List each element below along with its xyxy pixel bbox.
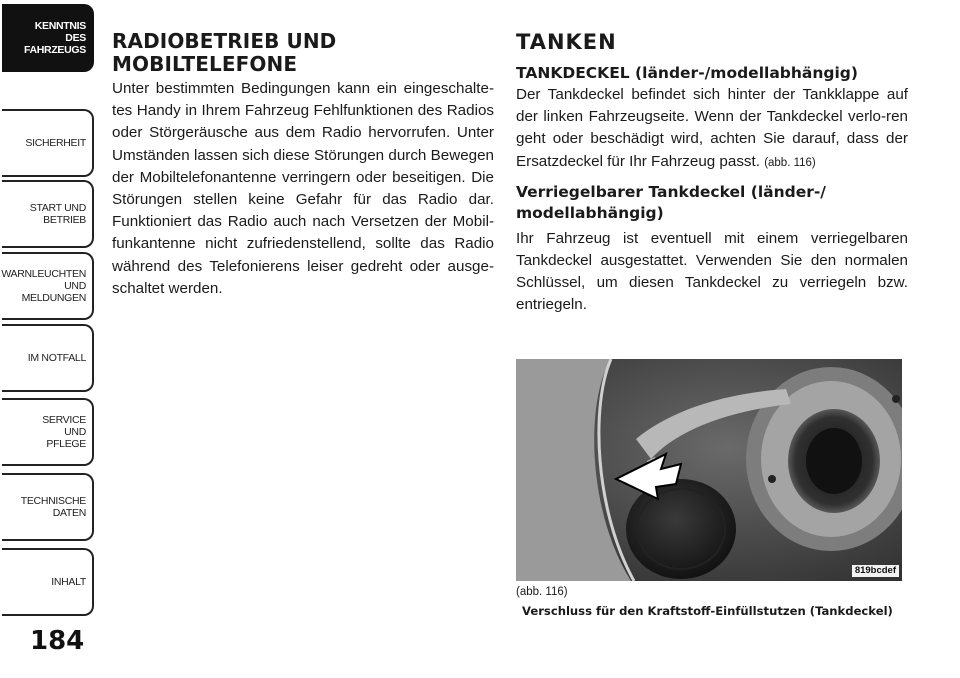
tankdeckel-text: Der Tankdeckel befindet sich hinter der Tankklappe auf der linken Fahrzeugseite. Wenn der Tankdeckel verlo-ren geht oder beschädigt wird, achten Sie darauf, dass der Ersatzdeckel für Ihr Fahrzeug passt.: [516, 86, 908, 170]
subsection-title-verriegelbar: [516, 182, 908, 224]
tab-start-und-betrieb[interactable]: START UND BETRIEB: [2, 180, 94, 248]
subsection-title-tankdeckel: TANKDECKEL (länder-/modellabhängig): [516, 64, 858, 82]
subsection-body-tankdeckel: [516, 84, 908, 174]
tab-warnleuchten-und-meldungen[interactable]: WARNLEUCHTEN UND MELDUNGEN: [2, 252, 94, 320]
subsection-title-verriegelbar-line2: modellabhängig): [516, 203, 664, 222]
fuel-cap-illustration: [516, 359, 902, 581]
fuel-cap-photo: [516, 359, 902, 581]
section-title-line2: MOBILTELEFONE: [112, 52, 298, 76]
figure-reference-link[interactable]: (abb. 116): [764, 156, 816, 169]
section-title: [112, 30, 494, 76]
chapter-tab-sidebar: [0, 0, 96, 678]
tab-service-und-pflege[interactable]: SERVICE UND PFLEGE: [2, 398, 94, 466]
figure-number: (abb. 116): [516, 586, 568, 598]
figure-caption: Verschluss für den Kraftstoff-Einfüllstutzen (Tankdeckel): [522, 604, 893, 618]
section-title-line1: RADIOBETRIEB UND: [112, 29, 337, 53]
section-body: Unter bestimmten Bedingungen kann ein eingeschalte-tes Handy in Ihrem Fahrzeug Fehlfunktionen des Radios oder Störgeräusche aus dem Radio hervorrufen. Unter Umständen lassen sich diese Störungen durch Bewegen der Mobiltelefonantenne verringern oder beseitigen. Die Störungen stellen keine Gefahr für das Radio dar. Funktioniert das Radio auch nach Versetzen der Mobil-funkantenne nicht zufriedenstellend, sollte das Radio während des Telefonierens leiser gedreht oder ausge-schaltet werden.: [112, 80, 494, 297]
tab-kenntnis-des-fahrzeugs[interactable]: KENNTNIS DES FAHRZEUGS: [2, 4, 94, 72]
subsection-body-verriegelbar: Ihr Fahrzeug ist eventuell mit einem verriegelbaren Tankdeckel ausgestattet. Verwenden Sie den normalen Schlüssel, um diesen Tankdeckel zu verriegeln bzw. entriegeln.: [516, 229, 908, 314]
subsection-title-verriegelbar-line1: Verriegelbarer Tankdeckel (länder-/: [516, 182, 826, 201]
section-title-tanken: TANKEN: [516, 30, 617, 54]
tab-im-notfall[interactable]: IM NOTFALL: [2, 324, 94, 392]
section-radiobetrieb: [112, 30, 494, 300]
page-number: 184: [30, 626, 85, 656]
section-tanken: [516, 30, 908, 317]
tab-inhalt[interactable]: INHALT: [2, 548, 94, 616]
figure-code-label: 819bcdef: [852, 565, 899, 577]
tab-technische-daten[interactable]: TECHNISCHE DATEN: [2, 473, 94, 541]
tab-sicherheit[interactable]: SICHERHEIT: [2, 109, 94, 177]
